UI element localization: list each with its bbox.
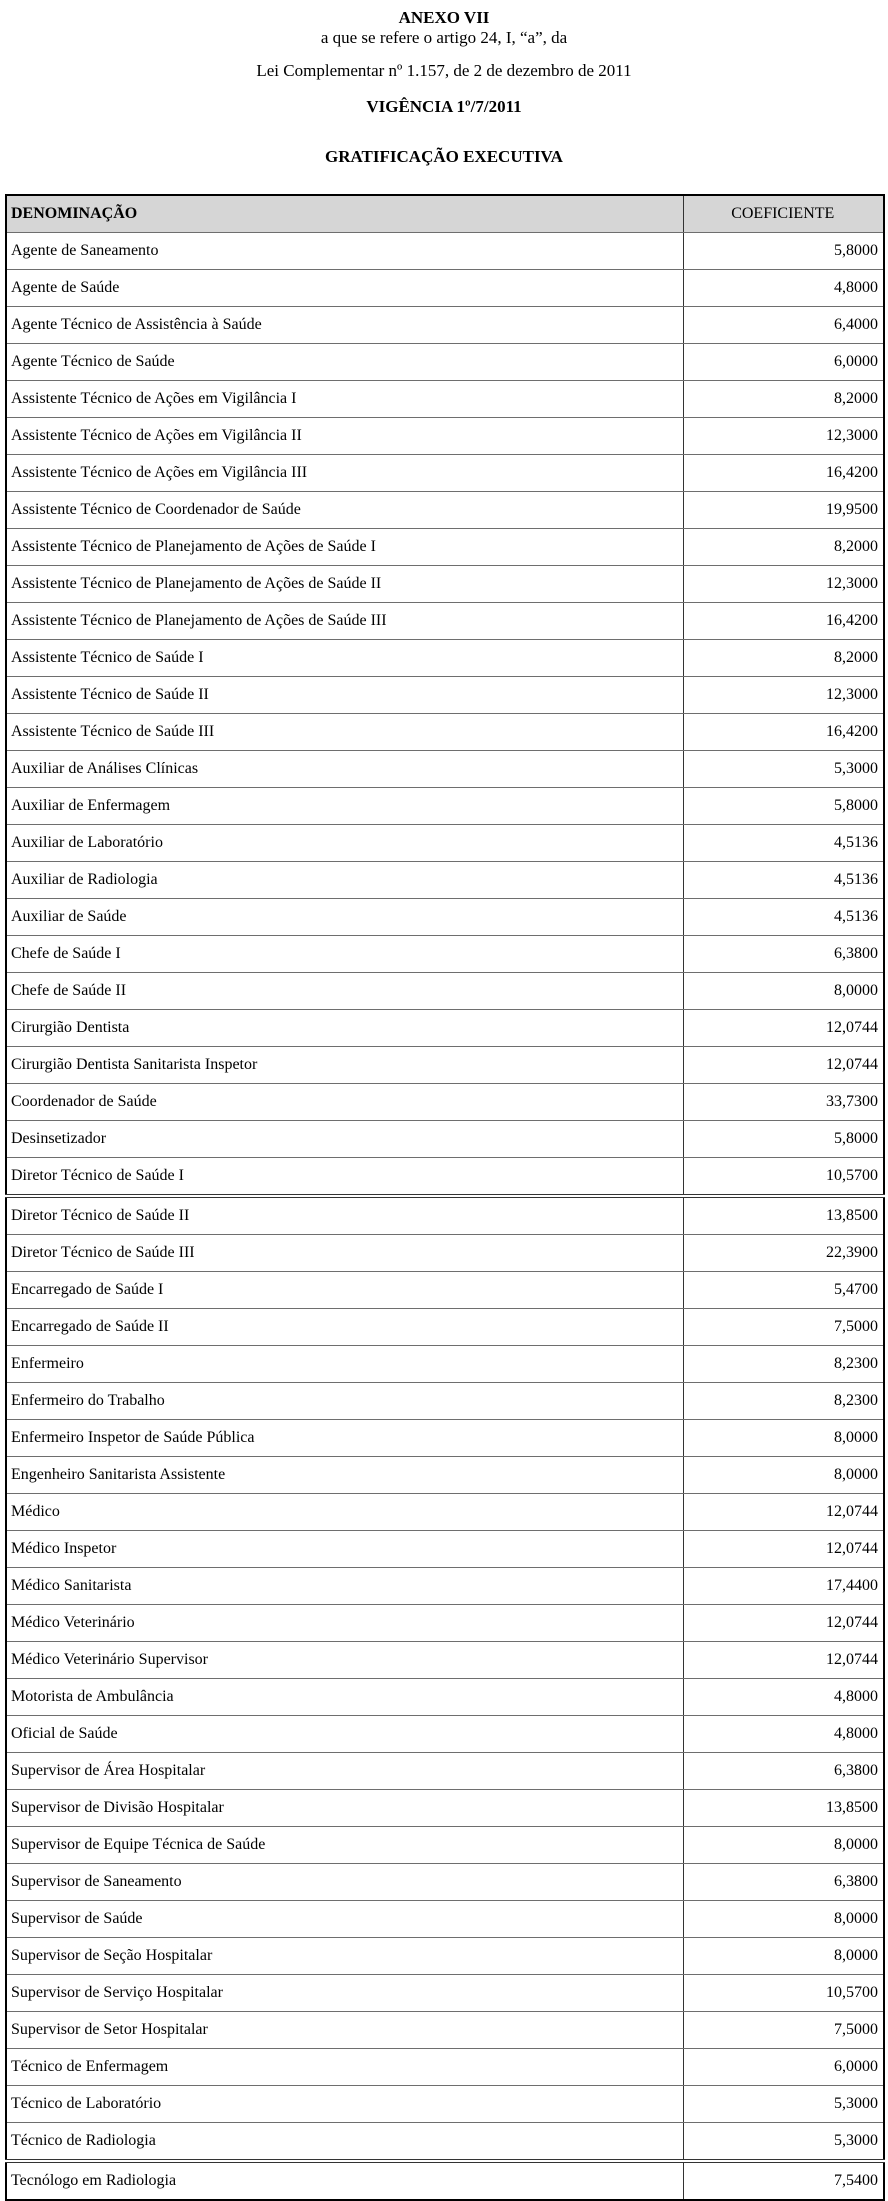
coefficient-cell: 10,5700 xyxy=(683,1975,884,2012)
coefficient-cell: 5,8000 xyxy=(683,788,884,825)
coefficient-cell: 6,3800 xyxy=(683,936,884,973)
denomination-cell: Chefe de Saúde II xyxy=(6,973,683,1010)
coefficient-cell: 4,8000 xyxy=(683,1716,884,1753)
law-line: Lei Complementar nº 1.157, de 2 de dezembro de 2011 xyxy=(256,61,632,80)
denomination-cell: Enfermeiro do Trabalho xyxy=(6,1383,683,1420)
denomination-cell: Coordenador de Saúde xyxy=(6,1084,683,1121)
denomination-cell: Oficial de Saúde xyxy=(6,1716,683,1753)
table-row xyxy=(6,2161,884,2200)
table-row xyxy=(6,936,884,973)
coefficient-cell: 10,5700 xyxy=(683,1158,884,1197)
denomination-cell: Cirurgião Dentista Sanitarista Inspetor xyxy=(6,1047,683,1084)
denomination-cell: Supervisor de Divisão Hospitalar xyxy=(6,1790,683,1827)
table-row xyxy=(6,566,884,603)
coefficient-cell: 13,8500 xyxy=(683,1790,884,1827)
denomination-cell: Assistente Técnico de Ações em Vigilância I xyxy=(6,381,683,418)
denomination-cell: Engenheiro Sanitarista Assistente xyxy=(6,1457,683,1494)
denomination-cell: Supervisor de Saneamento xyxy=(6,1864,683,1901)
coefficient-cell: 8,2000 xyxy=(683,640,884,677)
coefficient-cell: 22,3900 xyxy=(683,1235,884,1272)
coefficient-cell: 16,4200 xyxy=(683,455,884,492)
denomination-cell: Auxiliar de Radiologia xyxy=(6,862,683,899)
denomination-cell: Desinsetizador xyxy=(6,1121,683,1158)
table-row xyxy=(6,233,884,270)
denomination-cell: Diretor Técnico de Saúde I xyxy=(6,1158,683,1197)
table-row xyxy=(6,788,884,825)
denomination-cell: Assistente Técnico de Planejamento de Ações de Saúde II xyxy=(6,566,683,603)
table-row xyxy=(6,529,884,566)
column-header-coefficient: COEFICIENTE xyxy=(683,195,884,233)
validity-line: VIGÊNCIA 1º/7/2011 xyxy=(366,97,522,116)
table-row xyxy=(6,1716,884,1753)
denomination-cell: Médico Veterinário xyxy=(6,1605,683,1642)
coefficient-cell: 8,0000 xyxy=(683,1901,884,1938)
table-row xyxy=(6,640,884,677)
coefficient-cell: 5,3000 xyxy=(683,751,884,788)
denomination-cell: Diretor Técnico de Saúde II xyxy=(6,1196,683,1235)
coefficient-cell: 13,8500 xyxy=(683,1196,884,1235)
table-row xyxy=(6,751,884,788)
coefficient-cell: 12,0744 xyxy=(683,1642,884,1679)
denomination-cell: Assistente Técnico de Saúde III xyxy=(6,714,683,751)
denomination-cell: Assistente Técnico de Saúde II xyxy=(6,677,683,714)
denomination-cell: Auxiliar de Saúde xyxy=(6,899,683,936)
column-header-denomination: DENOMINAÇÃO xyxy=(6,195,683,233)
denomination-cell: Médico Sanitarista xyxy=(6,1568,683,1605)
coefficient-cell: 16,4200 xyxy=(683,603,884,640)
denomination-cell: Supervisor de Seção Hospitalar xyxy=(6,1938,683,1975)
coefficient-cell: 33,7300 xyxy=(683,1084,884,1121)
table-row xyxy=(6,1272,884,1309)
table-row xyxy=(6,492,884,529)
table-row xyxy=(6,1790,884,1827)
denomination-cell: Supervisor de Setor Hospitalar xyxy=(6,2012,683,2049)
coefficient-cell: 8,2000 xyxy=(683,381,884,418)
document-header xyxy=(0,0,888,167)
denomination-cell: Assistente Técnico de Ações em Vigilância III xyxy=(6,455,683,492)
coefficient-cell: 8,0000 xyxy=(683,1457,884,1494)
coefficient-cell: 12,3000 xyxy=(683,418,884,455)
denomination-cell: Agente Técnico de Saúde xyxy=(6,344,683,381)
table-row xyxy=(6,1753,884,1790)
coefficient-cell: 12,0744 xyxy=(683,1494,884,1531)
coefficient-cell: 6,0000 xyxy=(683,2049,884,2086)
denomination-cell: Agente Técnico de Assistência à Saúde xyxy=(6,307,683,344)
denomination-cell: Agente de Saneamento xyxy=(6,233,683,270)
coefficient-cell: 4,5136 xyxy=(683,825,884,862)
denomination-cell: Auxiliar de Análises Clínicas xyxy=(6,751,683,788)
annex-title: ANEXO VII xyxy=(398,8,490,27)
table-row xyxy=(6,714,884,751)
denomination-cell: Auxiliar de Laboratório xyxy=(6,825,683,862)
table-row xyxy=(6,1047,884,1084)
table-row xyxy=(6,1346,884,1383)
coefficient-cell: 16,4200 xyxy=(683,714,884,751)
table-row xyxy=(6,973,884,1010)
denomination-cell: Enfermeiro xyxy=(6,1346,683,1383)
denomination-cell: Motorista de Ambulância xyxy=(6,1679,683,1716)
table-row xyxy=(6,1605,884,1642)
coefficient-cell: 5,3000 xyxy=(683,2123,884,2162)
denomination-cell: Assistente Técnico de Planejamento de Ações de Saúde III xyxy=(6,603,683,640)
table-row xyxy=(6,1235,884,1272)
table-row xyxy=(6,1309,884,1346)
table-row xyxy=(6,1901,884,1938)
coefficient-cell: 4,5136 xyxy=(683,899,884,936)
table-row xyxy=(6,862,884,899)
denomination-cell: Cirurgião Dentista xyxy=(6,1010,683,1047)
denomination-cell: Diretor Técnico de Saúde III xyxy=(6,1235,683,1272)
denomination-cell: Agente de Saúde xyxy=(6,270,683,307)
table-row xyxy=(6,1679,884,1716)
coefficient-cell: 12,0744 xyxy=(683,1605,884,1642)
coefficient-cell: 8,0000 xyxy=(683,1938,884,1975)
coefficient-cell: 5,8000 xyxy=(683,1121,884,1158)
coefficient-cell: 12,0744 xyxy=(683,1531,884,1568)
denomination-cell: Supervisor de Serviço Hospitalar xyxy=(6,1975,683,2012)
table-row xyxy=(6,603,884,640)
denomination-cell: Encarregado de Saúde I xyxy=(6,1272,683,1309)
table-row xyxy=(6,677,884,714)
denomination-cell: Encarregado de Saúde II xyxy=(6,1309,683,1346)
coefficient-cell: 5,3000 xyxy=(683,2086,884,2123)
coefficient-cell: 8,2000 xyxy=(683,529,884,566)
table-row xyxy=(6,1827,884,1864)
table-row xyxy=(6,1568,884,1605)
coefficient-cell: 12,3000 xyxy=(683,677,884,714)
table-row xyxy=(6,2086,884,2123)
denomination-cell: Chefe de Saúde I xyxy=(6,936,683,973)
coefficient-cell: 7,5400 xyxy=(683,2161,884,2200)
denomination-cell: Médico Inspetor xyxy=(6,1531,683,1568)
denomination-cell: Assistente Técnico de Ações em Vigilância II xyxy=(6,418,683,455)
coefficient-cell: 7,5000 xyxy=(683,2012,884,2049)
table-row xyxy=(6,2012,884,2049)
table-row xyxy=(6,1457,884,1494)
table-row xyxy=(6,344,884,381)
coefficient-cell: 4,5136 xyxy=(683,862,884,899)
table-row xyxy=(6,899,884,936)
denomination-cell: Enfermeiro Inspetor de Saúde Pública xyxy=(6,1420,683,1457)
coefficient-cell: 8,0000 xyxy=(683,1420,884,1457)
coefficient-cell: 12,0744 xyxy=(683,1010,884,1047)
table-row xyxy=(6,1975,884,2012)
table-row xyxy=(6,1084,884,1121)
table-row xyxy=(6,455,884,492)
coefficient-cell: 17,4400 xyxy=(683,1568,884,1605)
denomination-cell: Técnico de Enfermagem xyxy=(6,2049,683,2086)
denomination-cell: Auxiliar de Enfermagem xyxy=(6,788,683,825)
coefficient-cell: 5,4700 xyxy=(683,1272,884,1309)
table-row xyxy=(6,1864,884,1901)
table-row xyxy=(6,825,884,862)
coefficient-cell: 8,0000 xyxy=(683,1827,884,1864)
table-row xyxy=(6,418,884,455)
coefficient-cell: 4,8000 xyxy=(683,1679,884,1716)
table-row xyxy=(6,1010,884,1047)
table-row xyxy=(6,1642,884,1679)
table-row xyxy=(6,1938,884,1975)
table-row xyxy=(6,2049,884,2086)
denomination-cell: Assistente Técnico de Coordenador de Saúde xyxy=(6,492,683,529)
coefficient-cell: 7,5000 xyxy=(683,1309,884,1346)
table-row xyxy=(6,1383,884,1420)
denomination-cell: Tecnólogo em Radiologia xyxy=(6,2161,683,2200)
denomination-cell: Assistente Técnico de Planejamento de Ações de Saúde I xyxy=(6,529,683,566)
coefficient-cell: 5,8000 xyxy=(683,233,884,270)
table-row xyxy=(6,1531,884,1568)
coefficient-cell: 6,4000 xyxy=(683,307,884,344)
coefficient-cell: 19,9500 xyxy=(683,492,884,529)
table-header-row xyxy=(6,195,884,233)
coefficient-cell: 12,3000 xyxy=(683,566,884,603)
denomination-cell: Técnico de Radiologia xyxy=(6,2123,683,2162)
coefficient-cell: 8,2300 xyxy=(683,1346,884,1383)
coefficient-cell: 12,0744 xyxy=(683,1047,884,1084)
gratification-table xyxy=(5,194,885,2201)
denomination-cell: Assistente Técnico de Saúde I xyxy=(6,640,683,677)
table-row xyxy=(6,2123,884,2162)
coefficient-cell: 6,0000 xyxy=(683,344,884,381)
coefficient-cell: 6,3800 xyxy=(683,1864,884,1901)
denomination-cell: Médico xyxy=(6,1494,683,1531)
denomination-cell: Supervisor de Saúde xyxy=(6,1901,683,1938)
coefficient-cell: 8,0000 xyxy=(683,973,884,1010)
table-row xyxy=(6,1121,884,1158)
denomination-cell: Supervisor de Área Hospitalar xyxy=(6,1753,683,1790)
reference-line: a que se refere o artigo 24, I, “a”, da xyxy=(320,28,568,47)
table-row xyxy=(6,1420,884,1457)
table-row xyxy=(6,381,884,418)
table-row xyxy=(6,270,884,307)
coefficient-cell: 4,8000 xyxy=(683,270,884,307)
table-row xyxy=(6,1494,884,1531)
table-row xyxy=(6,1196,884,1235)
table-title: GRATIFICAÇÃO EXECUTIVA xyxy=(325,147,563,166)
denomination-cell: Técnico de Laboratório xyxy=(6,2086,683,2123)
table-body xyxy=(6,233,884,2201)
table-row xyxy=(6,307,884,344)
table-row xyxy=(6,1158,884,1197)
coefficient-cell: 8,2300 xyxy=(683,1383,884,1420)
denomination-cell: Médico Veterinário Supervisor xyxy=(6,1642,683,1679)
denomination-cell: Supervisor de Equipe Técnica de Saúde xyxy=(6,1827,683,1864)
coefficient-cell: 6,3800 xyxy=(683,1753,884,1790)
